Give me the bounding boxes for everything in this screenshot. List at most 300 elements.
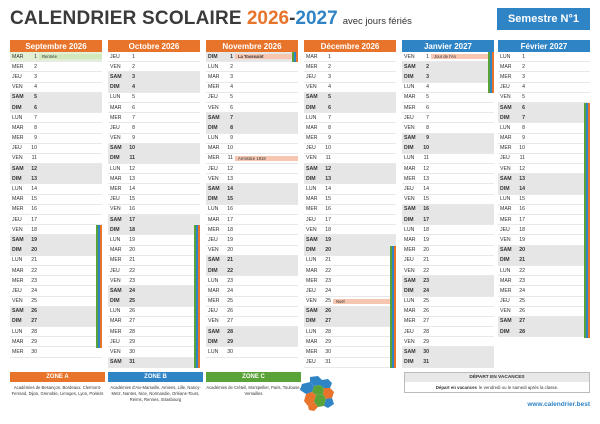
day-row [498,235,590,245]
day-number: 18 [325,226,331,233]
day-row [206,205,298,215]
day-row [10,103,102,113]
day-number: 14 [227,186,233,193]
day-number: 17 [31,216,37,223]
day-number: 5 [522,94,525,101]
day-row [304,93,396,103]
day-number: 4 [34,84,37,91]
day-name: LUN [404,226,415,233]
day-number: 12 [31,165,37,172]
day-row [498,307,590,317]
departure-note [404,372,590,393]
day-row [402,225,494,235]
day-row [498,134,590,144]
day-name: MAR [208,73,220,80]
day-number: 7 [132,114,135,121]
day-row [108,154,200,164]
day-name: VEN [404,53,415,60]
day-row [498,83,590,93]
day-number: 25 [31,298,37,305]
day-name: MAR [404,94,416,101]
day-row [10,225,102,235]
zone-holiday-bar [490,52,492,93]
day-name: SAM [306,236,318,243]
day-label: Armistice 1918 [235,156,298,161]
day-name: DIM [12,104,22,111]
zone-holiday-bar [198,225,200,368]
day-name: SAM [208,328,220,335]
day-name: SAM [500,247,512,254]
day-row [206,215,298,225]
day-number: 3 [132,73,135,80]
day-label: Noël [333,299,396,304]
day-row [206,195,298,205]
day-name: MAR [500,135,512,142]
day-row [10,83,102,93]
day-number: 20 [31,247,37,254]
zone-holiday-bar [196,225,198,368]
day-number: 24 [227,287,233,294]
day-row [206,286,298,296]
day-number: 30 [423,349,429,356]
day-number: 1 [132,53,135,60]
day-number: 21 [31,257,37,264]
day-name: VEN [500,308,511,315]
day-row [498,276,590,286]
day-name: LUN [12,114,23,121]
departure-text: le vendredi ou le samedi après la classe. [478,384,559,390]
zone-b-legend [108,372,203,404]
day-name: JEU [12,216,22,223]
day-row [206,83,298,93]
day-row [10,62,102,72]
day-number: 12 [325,165,331,172]
day-row [10,246,102,256]
day-number: 14 [423,186,429,193]
day-row [402,184,494,194]
month-header: Février 2027 [498,40,590,52]
day-row [402,358,494,368]
day-name: DIM [208,338,218,345]
page-header [10,8,412,34]
day-name: LUN [500,196,511,203]
day-number: 5 [328,94,331,101]
zone-a-text: Académies de Besançon, Bordeaux, Clermont-Ferrand, Dijon, Grenoble, Limoges, Lyon, Poitiers [11,385,104,397]
day-name: VEN [12,84,23,91]
title-subtitle: avec jours fériés [342,16,412,27]
day-row [10,235,102,245]
day-name: LUN [306,257,317,264]
zone-holiday-bar [586,103,588,338]
day-row [108,225,200,235]
day-name: DIM [306,175,316,182]
month-column [206,40,298,358]
day-row [108,286,200,296]
day-name: SAM [208,257,220,264]
day-number: 7 [426,114,429,121]
day-row [498,205,590,215]
day-number: 3 [328,73,331,80]
zone-holiday-bars [584,52,590,337]
zone-holiday-bars [390,52,396,368]
day-number: 15 [519,196,525,203]
day-name: MER [306,349,318,356]
day-row [402,337,494,347]
day-label: Jour de l'An [431,54,494,59]
day-row [498,93,590,103]
day-row [108,266,200,276]
day-number: 21 [519,257,525,264]
day-number: 29 [227,338,233,345]
day-name: DIM [404,73,414,80]
day-name: MAR [500,63,512,70]
day-row [402,103,494,113]
day-number: 11 [325,155,331,162]
day-name: LUN [404,155,415,162]
france-zones-map-icon [296,374,340,414]
day-row [10,215,102,225]
day-number: 26 [325,308,331,315]
day-name: VEN [208,318,219,325]
day-row [498,266,590,276]
day-row [304,286,396,296]
day-number: 23 [227,277,233,284]
day-name: DIM [500,114,510,121]
day-name: DIM [208,196,218,203]
day-number: 1 [328,53,331,60]
day-number: 31 [423,359,429,366]
day-name: LUN [110,308,121,315]
day-name: JEU [500,298,510,305]
day-row [304,327,396,337]
day-row [10,52,102,62]
day-number: 15 [129,196,135,203]
day-name: SAM [404,63,416,70]
day-name: VEN [12,155,23,162]
day-name: MAR [306,53,318,60]
day-number: 16 [227,206,233,213]
day-row [304,134,396,144]
zone-holiday-bar [296,52,298,62]
day-row [498,184,590,194]
month-header: Janvier 2027 [402,40,494,52]
day-number: 30 [31,349,37,356]
day-number: 25 [325,298,331,305]
day-row [402,215,494,225]
day-row [206,225,298,235]
day-name: SAM [110,216,122,223]
day-name: MAR [12,196,24,203]
day-name: JEU [404,186,414,193]
day-name: DIM [404,145,414,152]
day-number: 14 [31,186,37,193]
day-number: 4 [132,84,135,91]
day-number: 18 [423,226,429,233]
day-name: JEU [110,53,120,60]
day-name: VEN [306,155,317,162]
day-row [206,297,298,307]
day-row [10,154,102,164]
day-number: 1 [426,53,429,60]
day-number: 21 [227,257,233,264]
day-row [108,144,200,154]
day-name: MER [404,175,416,182]
day-name: DIM [110,84,120,91]
day-name: JEU [110,267,120,274]
day-row [108,235,200,245]
day-row [10,184,102,194]
day-row [10,72,102,82]
day-row [402,154,494,164]
day-number: 10 [423,145,429,152]
day-number: 13 [129,175,135,182]
day-name: DIM [12,318,22,325]
day-row [10,174,102,184]
day-row [206,266,298,276]
day-row [108,215,200,225]
zone-b-text: Académies d'Aix-Marseille, Amiens, Lille, Nancy-Metz, Nantes, Nice, Normandie, Orléans-Tours, Reims, Rennes, Strasbourg [110,385,201,403]
day-name: VEN [404,267,415,274]
day-row [10,123,102,133]
day-number: 4 [328,84,331,91]
day-number: 19 [227,236,233,243]
month-header: Octobre 2026 [108,40,200,52]
day-row [402,205,494,215]
day-number: 23 [519,277,525,284]
zone-holiday-bar [294,52,296,62]
day-name: MAR [12,53,24,60]
day-number: 29 [423,338,429,345]
day-name: JEU [110,196,120,203]
day-row [402,72,494,82]
month-header: Novembre 2026 [206,40,298,52]
day-name: SAM [12,308,24,315]
day-row [10,164,102,174]
day-number: 20 [325,247,331,254]
day-row [402,286,494,296]
day-name: MAR [500,206,512,213]
zone-a-legend [10,372,105,397]
day-name: VEN [500,94,511,101]
day-number: 2 [230,63,233,70]
day-row [498,195,590,205]
day-row [108,246,200,256]
day-name: SAM [306,165,318,172]
zone-holiday-bar [394,246,396,368]
day-number: 28 [129,328,135,335]
day-name: MAR [306,196,318,203]
day-name: JEU [306,73,316,80]
day-number: 10 [227,145,233,152]
day-number: 12 [227,165,233,172]
day-row [206,174,298,184]
day-number: 9 [132,135,135,142]
day-name: LUN [208,63,219,70]
day-name: SAM [404,206,416,213]
day-name: LUN [12,257,23,264]
day-name: MAR [208,216,220,223]
day-number: 6 [522,104,525,111]
day-number: 18 [519,226,525,233]
day-name: MAR [110,175,122,182]
day-name: DIM [306,104,316,111]
day-name: MER [404,104,416,111]
day-number: 11 [31,155,37,162]
day-number: 16 [423,206,429,213]
day-row [402,327,494,337]
day-number: 18 [227,226,233,233]
day-row [206,123,298,133]
zone-c-text: Académies de Créteil, Montpellier, Paris, Toulouse, Versailles [206,385,301,397]
day-number: 17 [129,216,135,223]
day-number: 28 [519,328,525,335]
day-row [206,93,298,103]
day-name: SAM [404,277,416,284]
day-name: DIM [500,186,510,193]
day-name: JEU [12,145,22,152]
month-column [402,40,494,368]
day-row [10,317,102,327]
day-name: VEN [404,338,415,345]
day-row [304,317,396,327]
day-row [498,154,590,164]
day-number: 28 [227,328,233,335]
zone-holiday-bar [292,52,294,62]
day-row [108,134,200,144]
day-name: MER [404,247,416,254]
day-number: 28 [31,328,37,335]
day-row [402,144,494,154]
day-row [304,276,396,286]
day-name: MER [12,349,24,356]
day-name: MER [306,63,318,70]
day-name: JEU [404,114,414,121]
day-number: 21 [325,257,331,264]
day-row [304,297,396,307]
day-number: 7 [328,114,331,121]
page-title: CALENDRIER SCOLAIRE [10,8,242,29]
day-number: 13 [31,175,37,182]
month-days [10,52,102,358]
day-name: SAM [306,308,318,315]
day-number: 8 [426,124,429,131]
day-number: 2 [328,63,331,70]
day-row [498,256,590,266]
day-name: DIM [110,298,120,305]
departure-title: DÉPART EN VACANCES [405,373,589,382]
day-row [108,174,200,184]
day-row [402,83,494,93]
day-row [108,317,200,327]
day-number: 27 [227,318,233,325]
day-row [206,276,298,286]
day-row [206,337,298,347]
day-row [402,195,494,205]
day-name: MAR [12,267,24,274]
day-name: DIM [306,247,316,254]
day-name: DIM [110,155,120,162]
day-row [402,123,494,133]
month-days [402,52,494,368]
day-number: 23 [325,277,331,284]
day-row [498,317,590,327]
day-row [10,337,102,347]
day-number: 6 [34,104,37,111]
day-name: SAM [404,349,416,356]
day-number: 9 [522,135,525,142]
day-number: 13 [325,175,331,182]
day-name: SAM [12,94,24,101]
zone-holiday-bar [390,246,392,368]
day-number: 26 [519,308,525,315]
month-days [304,52,396,368]
day-row [206,164,298,174]
day-number: 22 [325,267,331,274]
day-number: 7 [522,114,525,121]
day-number: 5 [230,94,233,101]
day-row [206,347,298,357]
day-name: LUN [500,267,511,274]
day-row [402,256,494,266]
site-link[interactable]: www.calendrier.best [527,401,590,408]
day-row [304,72,396,82]
day-name: VEN [306,298,317,305]
day-name: JEU [306,145,316,152]
day-name: SAM [208,186,220,193]
day-row [108,327,200,337]
day-name: MAR [110,318,122,325]
day-number: 20 [227,247,233,254]
day-name: LUN [110,94,121,101]
day-row [304,337,396,347]
day-name: MER [500,287,512,294]
day-row [498,215,590,225]
day-name: VEN [208,175,219,182]
day-row [304,246,396,256]
day-row [304,123,396,133]
day-name: MAR [404,236,416,243]
day-number: 24 [325,287,331,294]
day-number: 2 [522,63,525,70]
month-column [304,40,396,368]
day-row [402,174,494,184]
day-name: JEU [110,124,120,131]
day-number: 26 [31,308,37,315]
zone-holiday-bar [392,246,394,368]
day-number: 1 [522,53,525,60]
day-number: 5 [132,94,135,101]
day-name: LUN [208,206,219,213]
zone-holiday-bar [588,103,590,338]
day-number: 18 [31,226,37,233]
day-row [498,174,590,184]
day-number: 2 [426,63,429,70]
zone-b-title: ZONE B [108,372,203,382]
day-number: 30 [129,349,135,356]
day-number: 22 [227,267,233,274]
day-row [402,347,494,357]
day-number: 10 [519,145,525,152]
day-row [206,184,298,194]
day-name: DIM [208,53,218,60]
day-number: 8 [522,124,525,131]
day-row [304,235,396,245]
day-row [108,103,200,113]
day-name: VEN [404,124,415,131]
zone-holiday-bars [488,52,494,368]
day-name: MAR [208,145,220,152]
day-number: 15 [423,196,429,203]
